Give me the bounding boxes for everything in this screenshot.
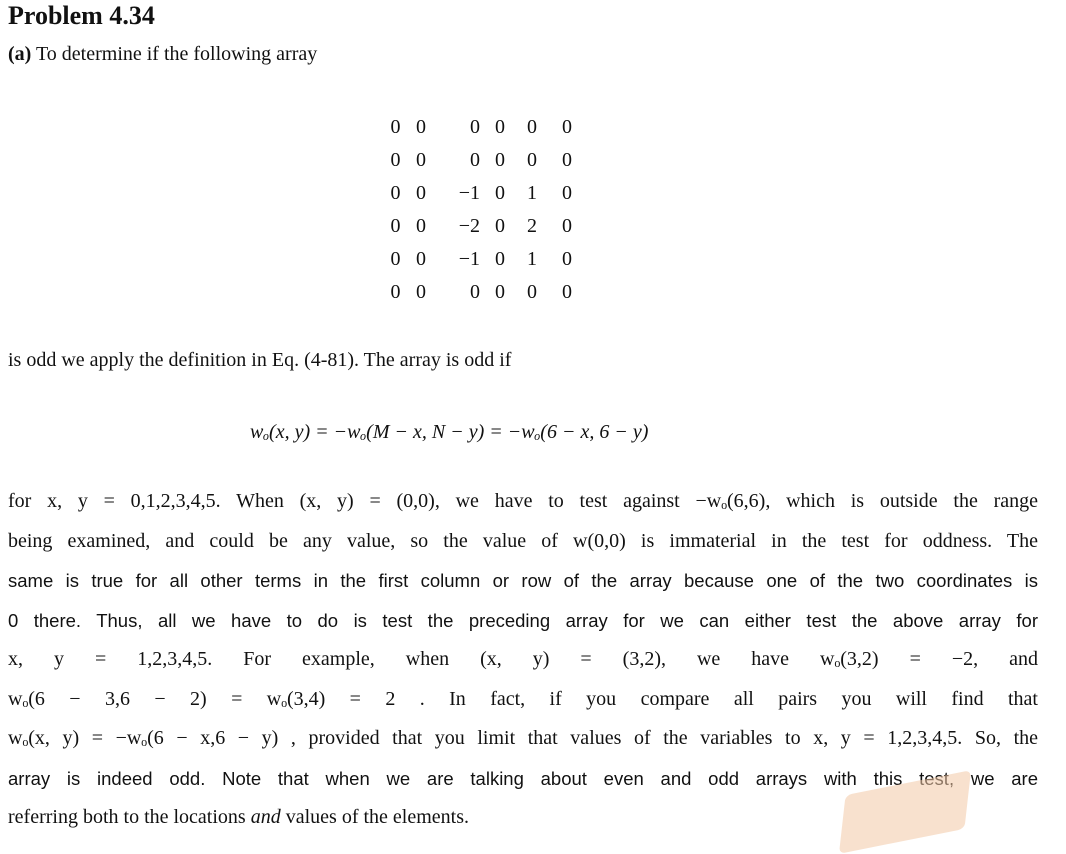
matrix-cell: 0 — [527, 149, 537, 171]
matrix-cell: −2 — [458, 215, 480, 237]
matrix-cell: 2 — [527, 215, 537, 237]
matrix-row — [381, 276, 584, 309]
paragraph-line-post: values of the elements. — [280, 806, 469, 828]
matrix-cell: 0 — [470, 116, 480, 138]
array-matrix — [381, 111, 584, 309]
matrix-cell: 0 — [495, 281, 505, 303]
matrix-cell: −1 — [458, 182, 480, 204]
matrix-row — [381, 144, 584, 177]
matrix-cell: 0 — [416, 182, 426, 204]
matrix-cell: 0 — [562, 182, 572, 204]
matrix-cell: 0 — [390, 182, 401, 204]
matrix-cell: 0 — [562, 149, 572, 171]
paragraph-line: same is true for all other terms in the first column or row of the array because one of the two coordinates is — [8, 570, 1038, 591]
matrix-cell: 0 — [470, 281, 480, 303]
odd-statement: is odd we apply the definition in Eq. (4-81). The array is odd if — [8, 349, 512, 371]
explanation-paragraph — [8, 482, 1038, 838]
matrix-row — [381, 111, 584, 144]
paragraph-line: being examined, and could be any value, so the value of w(0,0) is immaterial in the test for oddness. The — [8, 529, 1038, 552]
matrix-cell: 0 — [527, 281, 537, 303]
matrix-cell: 0 — [390, 149, 401, 171]
matrix-cell: 1 — [527, 248, 537, 270]
matrix-cell: 0 — [416, 281, 426, 303]
matrix-cell: 0 — [416, 149, 426, 171]
matrix-cell: 0 — [390, 248, 401, 270]
matrix-cell: 0 — [527, 116, 537, 138]
oddness-equation: wₒ(x, y) = −wₒ(M − x, N − y) = −wₒ(6 − x, 6 − y) — [250, 421, 649, 443]
matrix-cell: 0 — [470, 149, 480, 171]
paragraph-line: 0 there. Thus, all we have to do is test the preceding array for we can either test the above array for — [8, 609, 1038, 631]
matrix-row — [381, 243, 584, 276]
matrix-cell: 0 — [562, 248, 572, 270]
matrix-cell: 1 — [527, 182, 537, 204]
matrix-cell: 0 — [390, 215, 401, 237]
emphasis-and: and — [250, 806, 281, 828]
part-a-label: (a) — [8, 43, 32, 65]
matrix-row — [381, 210, 584, 243]
matrix-cell: 0 — [390, 281, 401, 303]
part-a-intro — [8, 40, 317, 68]
problem-title: Problem 4.34 — [8, 1, 155, 30]
paragraph-line-pre: referring both to the locations — [8, 806, 251, 828]
matrix-cell: 0 — [495, 116, 505, 138]
matrix-cell: −1 — [458, 248, 480, 270]
paragraph-line: wₒ(6 − 3,6 − 2) = wₒ(3,4) = 2 . In fact, if you compare all pairs you will find that — [8, 687, 1038, 710]
matrix-cell: 0 — [495, 248, 505, 270]
matrix-cell: 0 — [495, 215, 505, 237]
paragraph-line: array is indeed odd. Note that when we are talking about even and odd arrays with this test, we are — [8, 767, 1038, 789]
matrix-cell: 0 — [562, 116, 572, 138]
matrix-row — [381, 177, 584, 210]
paragraph-line: for x, y = 0,1,2,3,4,5. When (x, y) = (0,0), we have to test against −wₒ(6,6), which is outside the range — [8, 490, 1038, 512]
matrix-cell: 0 — [562, 281, 572, 303]
paragraph-line: wₒ(x, y) = −wₒ(6 − x,6 − y) , provided that you limit that values of the variables to x, y = 1,2,3,4,5. So, the — [8, 727, 1038, 749]
matrix-cell: 0 — [416, 248, 426, 270]
matrix-cell: 0 — [416, 116, 426, 138]
matrix-cell: 0 — [495, 182, 505, 204]
part-a-text: To determine if the following array — [31, 43, 318, 65]
matrix-cell: 0 — [562, 215, 572, 237]
paragraph-line: x, y = 1,2,3,4,5. For example, when (x, y) = (3,2), we have wₒ(3,2) = −2, and — [8, 648, 1038, 670]
matrix-cell: 0 — [416, 215, 426, 237]
matrix-cell: 0 — [495, 149, 505, 171]
matrix-cell: 0 — [390, 116, 401, 138]
